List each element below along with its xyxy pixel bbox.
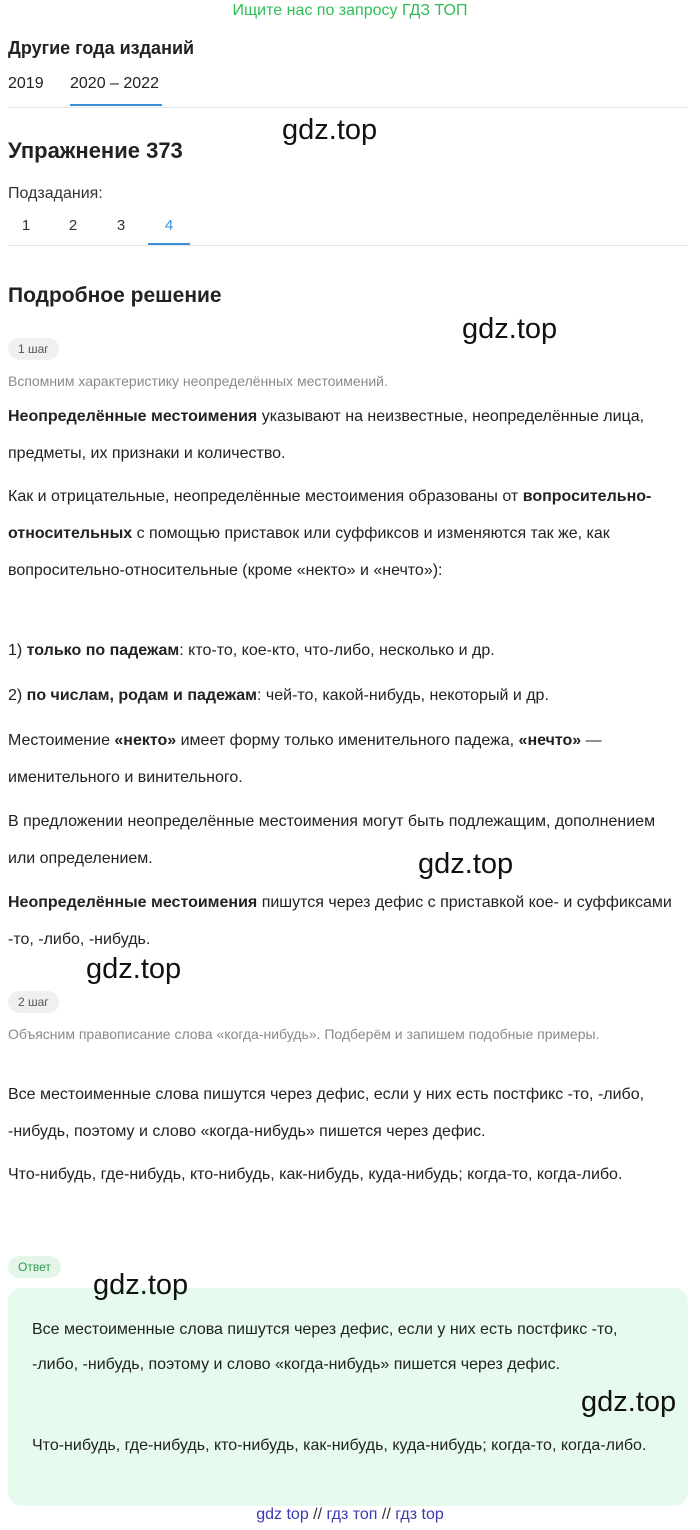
edition-active-indicator (70, 104, 162, 106)
watermark: gdz.top (462, 313, 558, 345)
term-indefinite-pronouns: Неопределённые местоимения (8, 894, 258, 911)
step-1-paragraph-4: 2) по числам, родам и падежам: чей-то, какой-нибудь, некоторый и др. (8, 687, 549, 704)
answer-paragraph-1: Все местоименные слова пишутся через дефис, если у них есть постфикс -то, -либо, -нибудь, поэтому и слово «когда-нибудь» пишется через дефис. (32, 1321, 618, 1373)
footer-link-1[interactable]: gdz top (256, 1506, 309, 1523)
footer-link-2[interactable]: гдз топ (326, 1506, 378, 1523)
exercise-title: Упражнение 373 (8, 138, 183, 163)
footer-separator: // (381, 1506, 391, 1523)
subtasks-divider (8, 245, 688, 246)
edition-year-2020-2022[interactable]: 2020 – 2022 (70, 75, 159, 92)
watermark: gdz.top (86, 953, 182, 985)
footer-links (0, 1506, 700, 1524)
term-nekto: «некто» (114, 732, 177, 749)
step-1-paragraph-6: В предложении неопределённые местоимения могут быть подлежащим, дополнением или определением. (8, 813, 656, 867)
step-2-paragraph-2: Что-нибудь, где-нибудь, кто-нибудь, как-нибудь, куда-нибудь; когда-то, когда-либо. (8, 1166, 623, 1183)
step-2-badge: 2 шаг (8, 991, 59, 1013)
subtask-tab-3[interactable]: 3 (116, 217, 126, 234)
watermark: gdz.top (282, 114, 378, 146)
term-numbers-genders-cases: по числам, родам и падежам (26, 687, 257, 704)
editions-divider (8, 107, 688, 108)
footer-link-3[interactable]: гдз top (395, 1506, 444, 1523)
term-interrogative-relative: вопросительно-относительных (8, 488, 652, 542)
subtask-tab-4[interactable]: 4 (164, 217, 174, 234)
subtask-tab-1[interactable]: 1 (21, 217, 31, 234)
term-nechto: «нечто» (518, 732, 582, 749)
step-1-badge: 1 шаг (8, 338, 59, 360)
edition-year-2019[interactable]: 2019 (8, 75, 44, 92)
step-1-note: Вспомним характеристику неопределённых местоимений. (8, 373, 388, 389)
term-cases-only: только по падежам (26, 642, 180, 659)
answer-paragraph-2: Что-нибудь, где-нибудь, кто-нибудь, как-нибудь, куда-нибудь; когда-то, когда-либо. (32, 1437, 647, 1454)
step-2-note: Объясним правописание слова «когда-нибудь». Подберём и запишем подобные примеры. (8, 1026, 600, 1042)
step-1-paragraph-1: Неопределённые местоимения указывают на неизвестные, неопределённые лица, предметы, их признаки и количество. (8, 408, 645, 462)
subtasks-label: Подзадания: (8, 185, 103, 202)
watermark: gdz.top (581, 1386, 677, 1418)
promo-banner: Ищите нас по запросу ГДЗ ТОП (232, 2, 468, 19)
subtask-tab-2[interactable]: 2 (68, 217, 78, 234)
footer-separator: // (313, 1506, 323, 1523)
watermark: gdz.top (418, 848, 514, 880)
step-1-paragraph-7: Неопределённые местоимения пишутся через дефис с приставкой кое- и суффиксами -то, -либо, -нибудь. (8, 894, 672, 948)
watermark: gdz.top (93, 1269, 189, 1301)
term-indefinite-pronouns: Неопределённые местоимения (8, 408, 258, 425)
step-1-paragraph-2: Как и отрицательные, неопределённые местоимения образованы от вопросительно-относительных с помощью приставок или суффиксов и изменяются так же, как вопросительно-относительные (кроме «некто» и «нечто»): (8, 488, 652, 579)
editions-title: Другие года изданий (8, 38, 195, 58)
answer-badge: Ответ (8, 1256, 61, 1278)
step-1-paragraph-5: Местоимение «некто» имеет форму только именительного падежа, «нечто» — именительного и винительного. (8, 732, 602, 786)
step-1-paragraph-3: 1) только по падежам: кто-то, кое-кто, что-либо, несколько и др. (8, 642, 495, 659)
solution-title: Подробное решение (8, 284, 222, 307)
step-2-paragraph-1: Все местоименные слова пишутся через дефис, если у них есть постфикс -то, -либо, -нибудь, поэтому и слово «когда-нибудь» пишется через дефис. (8, 1086, 645, 1140)
